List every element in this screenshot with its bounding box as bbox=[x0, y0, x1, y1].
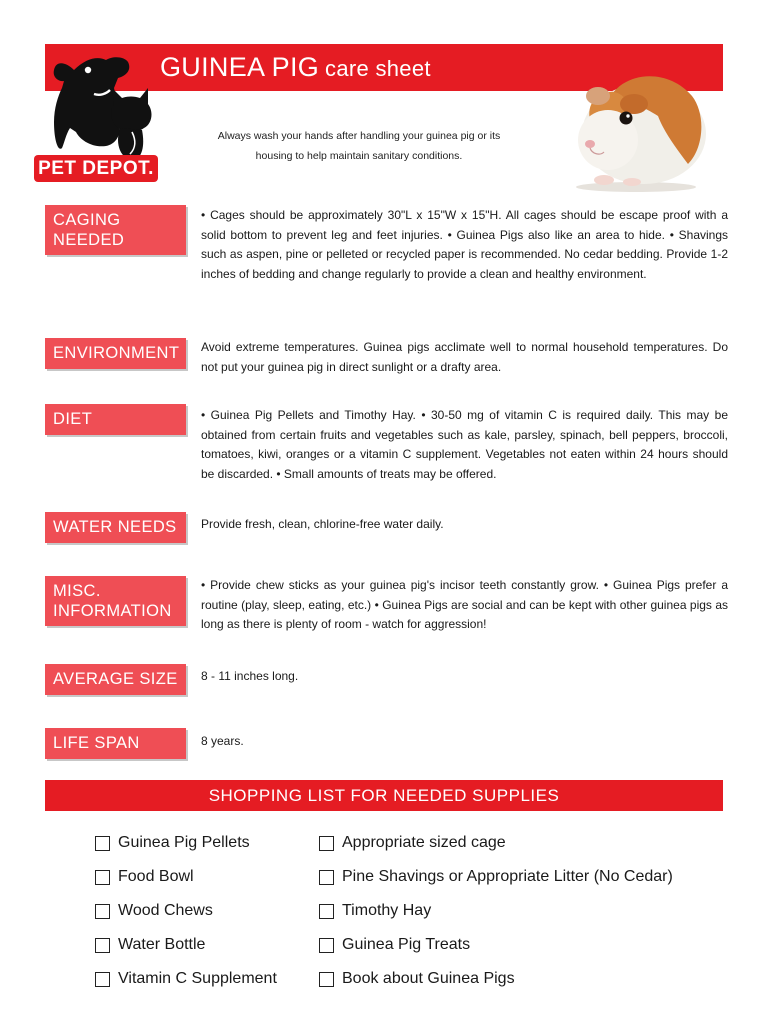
checklist-item[interactable] bbox=[95, 894, 277, 928]
checklist-item[interactable] bbox=[95, 860, 277, 894]
title-main: GUINEA PIG bbox=[160, 52, 320, 82]
intro-note bbox=[196, 126, 522, 166]
checklist-item[interactable] bbox=[319, 894, 673, 928]
checklist-item[interactable] bbox=[95, 826, 277, 860]
checkbox-icon[interactable] bbox=[319, 870, 334, 885]
intro-line-1: Always wash your hands after handling your guinea pig or its bbox=[217, 130, 501, 142]
section-label-diet: DIET bbox=[45, 404, 186, 435]
checklist-item-label: Appropriate sized cage bbox=[342, 834, 506, 851]
shopping-list-right-column bbox=[319, 826, 673, 996]
checklist-item[interactable] bbox=[95, 962, 277, 996]
section-label-misc-information: MISC. INFORMATION bbox=[45, 576, 186, 626]
checklist-item[interactable] bbox=[319, 928, 673, 962]
guinea-pig-photo bbox=[560, 52, 710, 192]
title-sub: care sheet bbox=[325, 56, 431, 81]
checkbox-icon[interactable] bbox=[319, 836, 334, 851]
section-text-caging-needed: • Cages should be approximately 30"L x 15"W x 15"H. All cages should be escape proof with a solid bottom to prevent leg and feet injuries. • Guinea Pigs also like an area to hide. • Shavings such as aspen, pine or pelleted or recycled paper is recommended. No cedar bedding. Provide 1-2 inches of bedding and change regularly to provide a clean and healthy environment. bbox=[201, 208, 728, 281]
brand-badge: PET DEPOT. bbox=[34, 155, 158, 182]
checklist-item-label: Guinea Pig Pellets bbox=[118, 834, 250, 851]
section-text-misc-information: • Provide chew sticks as your guinea pig's incisor teeth constantly grow. • Guinea Pigs prefer a routine (play, sleep, eating, etc.) • Guinea Pigs are social and can be kept with other guinea pigs as long as there is plenty of room - watch for aggression! bbox=[201, 578, 728, 632]
checklist-item[interactable] bbox=[319, 962, 673, 996]
checklist-item-label: Book about Guinea Pigs bbox=[342, 970, 515, 987]
checkbox-icon[interactable] bbox=[95, 904, 110, 919]
intro-line-2: housing to help maintain sanitary conditions. bbox=[255, 150, 463, 162]
checkbox-icon[interactable] bbox=[95, 870, 110, 885]
section-text-environment: Avoid extreme temperatures. Guinea pigs acclimate well to normal household temperatures. Do not put your guinea pig in direct sunlight or a drafty area. bbox=[201, 340, 728, 374]
checkbox-icon[interactable] bbox=[319, 904, 334, 919]
checklist-item-label: Food Bowl bbox=[118, 868, 194, 885]
section-label-caging-needed: CAGING NEEDED bbox=[45, 205, 186, 255]
checklist-item-label: Wood Chews bbox=[118, 902, 213, 919]
section-label-water-needs: WATER NEEDS bbox=[45, 512, 186, 543]
checkbox-icon[interactable] bbox=[319, 938, 334, 953]
checklist-item-label: Timothy Hay bbox=[342, 902, 432, 919]
checkbox-icon[interactable] bbox=[95, 972, 110, 987]
section-text-life-span: 8 years. bbox=[201, 734, 244, 748]
checklist-item-label: Guinea Pig Treats bbox=[342, 936, 471, 953]
checklist-item[interactable] bbox=[319, 826, 673, 860]
checkbox-icon[interactable] bbox=[95, 938, 110, 953]
checkbox-icon[interactable] bbox=[319, 972, 334, 987]
shopping-list-title: SHOPPING LIST FOR NEEDED SUPPLIES bbox=[45, 780, 723, 811]
checklist-item[interactable] bbox=[319, 860, 673, 894]
section-text-diet: • Guinea Pig Pellets and Timothy Hay. • 30-50 mg of vitamin C is required daily. This may be obtained from certain fruits and vegetables such as kale, parsley, spinach, bell peppers, broccoli, tomatoes, kiwi, oranges or a vitamin C supplement. Vegetables not eaten within 24 hours should be discarded. • Small amounts of treats may be offered. bbox=[201, 408, 728, 481]
checklist-item-label: Pine Shavings or Appropriate Litter (No Cedar) bbox=[342, 868, 673, 885]
section-label-average-size: AVERAGE SIZE bbox=[45, 664, 186, 695]
section-label-life-span: LIFE SPAN bbox=[45, 728, 186, 759]
checklist-item-label: Vitamin C Supplement bbox=[118, 970, 277, 987]
checklist-item[interactable] bbox=[95, 928, 277, 962]
checkbox-icon[interactable] bbox=[95, 836, 110, 851]
shopping-list-left-column bbox=[95, 826, 277, 996]
section-text-water-needs: Provide fresh, clean, chlorine-free water daily. bbox=[201, 517, 444, 531]
section-label-environment: ENVIRONMENT bbox=[45, 338, 186, 369]
section-text-average-size: 8 - 11 inches long. bbox=[201, 669, 299, 683]
page-title bbox=[160, 52, 431, 83]
checklist-item-label: Water Bottle bbox=[118, 936, 206, 953]
